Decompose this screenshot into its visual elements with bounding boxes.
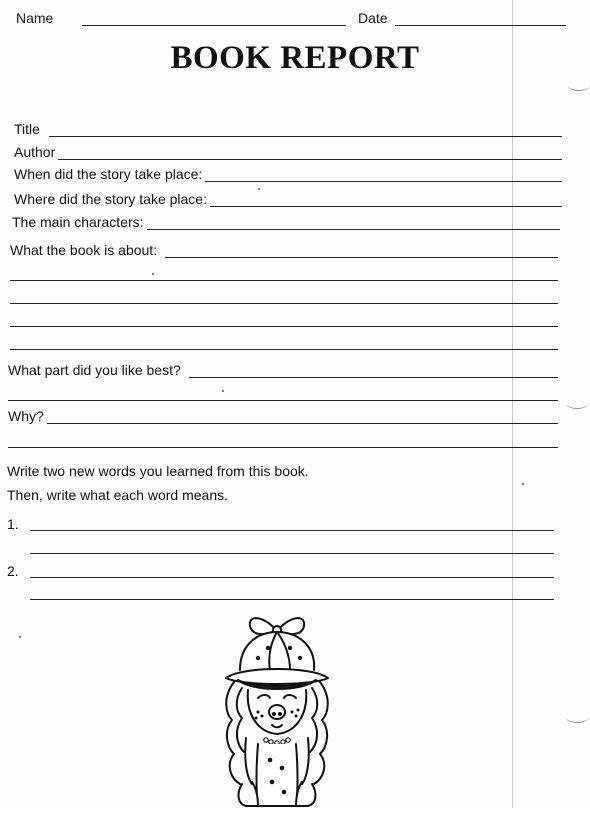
- binder-hole-mark: [568, 80, 590, 91]
- why-label: Why?: [8, 408, 44, 424]
- about-writing-line[interactable]: [10, 349, 558, 350]
- book-title-label: Title: [14, 121, 40, 137]
- vocab-meaning-1-line[interactable]: [30, 553, 554, 554]
- scan-speck: [258, 188, 260, 190]
- date-label: Date: [358, 10, 388, 26]
- page-title: BOOK REPORT: [170, 40, 420, 76]
- liked-best-field[interactable]: [8, 362, 558, 378]
- name-label: Name: [16, 10, 54, 26]
- liked-best-writing-line[interactable]: [8, 400, 558, 401]
- vocab-word-2-line[interactable]: [30, 577, 554, 578]
- vocab-instruction-1: Write two new words you learned from this book.: [7, 463, 309, 479]
- when-field[interactable]: [14, 166, 562, 182]
- about-field[interactable]: [10, 242, 558, 258]
- binder-hole-mark: [566, 398, 588, 409]
- scan-speck: [152, 273, 154, 275]
- characters-field[interactable]: [12, 214, 560, 230]
- author-label: Author: [14, 144, 56, 160]
- where-field[interactable]: [14, 191, 562, 207]
- where-label: Where did the story take place:: [14, 191, 207, 207]
- author-field[interactable]: [14, 144, 562, 160]
- when-label: When did the story take place:: [14, 166, 203, 182]
- about-label: What the book is about:: [10, 242, 158, 258]
- about-writing-line[interactable]: [10, 280, 558, 281]
- why-input-line[interactable]: [47, 409, 558, 424]
- about-writing-line[interactable]: [10, 326, 558, 327]
- author-input-line[interactable]: [58, 145, 562, 160]
- characters-label: The main characters:: [12, 214, 144, 230]
- characters-input-line[interactable]: [147, 215, 561, 230]
- book-title-input-line[interactable]: [49, 122, 562, 137]
- liked-best-label: What part did you like best?: [8, 362, 181, 378]
- vocab-meaning-2-line[interactable]: [30, 599, 554, 600]
- scan-speck: [522, 483, 524, 485]
- scan-speck: [222, 390, 224, 392]
- liked-best-input-line[interactable]: [189, 363, 558, 378]
- girl-with-beanie-icon: [212, 608, 342, 808]
- scan-speck: [19, 636, 21, 638]
- vocab-item-1-number: 1.: [7, 516, 19, 532]
- about-writing-line[interactable]: [10, 303, 558, 304]
- about-input-line[interactable]: [165, 243, 558, 258]
- book-title-field[interactable]: [14, 121, 562, 137]
- binder-hole-mark: [566, 712, 588, 723]
- why-field[interactable]: [8, 408, 558, 424]
- vocab-word-1-line[interactable]: [30, 530, 554, 531]
- name-field[interactable]: [16, 10, 346, 26]
- vocab-item-2-number: 2.: [7, 563, 19, 579]
- vocab-instruction-2: Then, write what each word means.: [7, 487, 228, 503]
- name-input-line[interactable]: [82, 11, 346, 26]
- when-input-line[interactable]: [205, 167, 562, 182]
- why-writing-line[interactable]: [8, 447, 558, 448]
- date-input-line[interactable]: [395, 11, 566, 26]
- where-input-line[interactable]: [210, 192, 562, 207]
- date-field[interactable]: [358, 10, 566, 26]
